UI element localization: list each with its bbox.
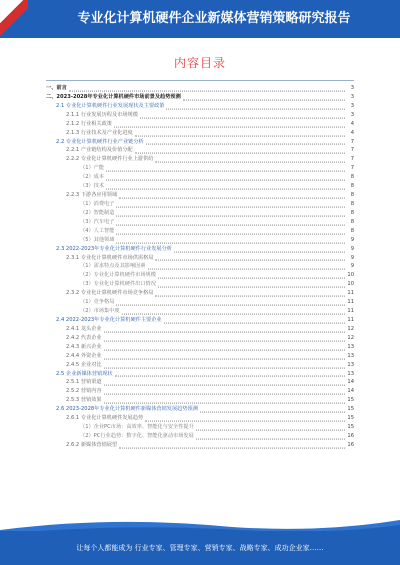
toc-page-number: 9: [350, 263, 354, 270]
table-of-contents: [46, 84, 354, 450]
toc-entry-text: 2.5.3 营销效果: [66, 397, 102, 404]
toc-entry-text: 2.2 专业化计算机硬件行业产业链分析: [56, 138, 144, 145]
toc-entry-text: 2.4.4 外资企业: [66, 352, 102, 359]
toc-entry-text: （2）成本: [80, 174, 105, 181]
toc-entry-text: 2.4.3 新兴企业: [66, 343, 102, 350]
toc-entry-text: （2）市场集中度: [80, 308, 120, 315]
toc-page-number: 7: [350, 165, 354, 172]
document-title: 专业化计算机硬件企业新媒体营销策略研究报告: [77, 11, 351, 26]
toc-entry-text: 2.1.3 行业技术及产业化进度: [66, 129, 133, 136]
toc-entry-text: 2.3.1 专业化计算机硬件市场供需格局: [66, 254, 154, 261]
toc-page-number: 16: [347, 432, 354, 439]
toc-entry-text: （3）技术: [80, 183, 105, 190]
toc-page-number: 12: [347, 325, 354, 332]
toc-page-number: 7: [350, 138, 354, 145]
toc-entry-text: 2.2.2 专业化计算机硬件行业上游供给: [66, 156, 154, 163]
toc-entry-text: 2.1.2 行业相关政策: [66, 120, 112, 127]
footer-slogan: 让每个人都能成为 行业专家、管理专家、营销专家、战略专家、成功企业家……: [76, 544, 324, 552]
toc-page-number: 14: [347, 379, 354, 386]
toc-entry-text: 2.6.2 新媒体营销展望: [66, 441, 118, 448]
toc-entry-text: （2）PC行业趋势：数字化、智能化驱动市场发展: [80, 432, 194, 439]
toc-entry-text: （2）智能制造: [80, 209, 115, 216]
toc-entry-text: （3）专业化计算机硬件出口情况: [80, 281, 156, 288]
toc-entry-text: （1）消费电子: [80, 200, 115, 207]
toc-page-number: 12: [347, 334, 354, 341]
toc-page-number: 3: [350, 93, 354, 100]
toc-page-number: 7: [350, 147, 354, 154]
toc-page-number: 8: [350, 227, 354, 234]
toc-entry-text: 2.6 2023-2028年专业化计算机硬件新媒体营销发展趋势预测: [56, 406, 198, 413]
toc-entry-text: 2.2.1 产业链结构及价值分配: [66, 147, 133, 154]
toc-entry-text: （1）企业PC市场：高效率、智能化与安全性提升: [80, 424, 194, 431]
toc-page-number: 15: [347, 424, 354, 431]
toc-page-number: 3: [350, 85, 354, 91]
toc-page-number: 10: [347, 281, 354, 288]
toc-entry-text: 2.4 2022-2023年专业化计算机硬件主要企业: [56, 316, 162, 323]
toc-page-number: 13: [347, 361, 354, 368]
toc-entry-text: 2.3 2022-2023年专业化计算机硬件行业发展分析: [56, 245, 172, 252]
toc-entry-text: （4）人工智能: [80, 227, 115, 234]
toc-page-number: 8: [350, 174, 354, 181]
toc-entry-text: （1）需求特点及其影响因素: [80, 263, 146, 270]
toc-entry-text: 2.1.1 行业发展历程及市场规模: [66, 111, 138, 118]
toc-leader-dots: [119, 438, 345, 448]
toc-heading: 内容目录: [173, 56, 226, 70]
toc-page-number: 4: [350, 120, 354, 127]
toc-entry-text: （2）专业化计算机硬件市场规模: [80, 272, 156, 279]
toc-page-number: 13: [347, 352, 354, 359]
toc-entry-text: （1）竞争格局: [80, 299, 115, 306]
toc-page-number: 8: [350, 192, 354, 199]
toc-page-number: 15: [347, 397, 354, 404]
toc-entry-text: 2.5.1 营销渠道: [66, 379, 102, 386]
toc-entry-text: 2.6.1 专业化计算机硬件发展趋势: [66, 415, 144, 422]
toc-page-number: 8: [350, 183, 354, 190]
toc-page-number: 11: [347, 290, 354, 297]
toc-entry-text: （3）汽车电子: [80, 218, 115, 225]
toc-entry-text: 2.5.2 营销内容: [66, 388, 102, 395]
header-decoration: [0, 0, 28, 38]
toc-entry-text: 2.2.3 下游各应用领域: [66, 192, 118, 199]
toc-entry-text: 二、2023-2028年专业化计算机硬件市场前景及趋势预测: [46, 93, 181, 100]
toc-page-number: 16: [347, 441, 354, 448]
toc-entry-text: 2.1 专业化计算机硬件行业发展现状及主要政策: [56, 102, 165, 109]
header-bar: [0, 0, 400, 38]
toc-entry-text: 2.5 企业新媒体营销现状: [56, 370, 113, 377]
toc-page-number: 8: [350, 218, 354, 225]
toc-page-number: 8: [350, 209, 354, 216]
toc-page-number: 10: [347, 272, 354, 279]
toc-page-number: 14: [347, 388, 354, 395]
toc-page-number: 11: [347, 308, 354, 315]
toc-entry-text: 一、前言: [46, 85, 67, 91]
toc-page-number: 9: [350, 236, 354, 243]
toc-page-number: 7: [350, 156, 354, 163]
toc-entry[interactable]: [46, 441, 354, 450]
toc-entry-text: 2.4.1 龙头企业: [66, 325, 102, 332]
toc-page-number: 11: [347, 316, 354, 323]
toc-page-number: 15: [347, 415, 354, 422]
toc-page-number: 15: [347, 406, 354, 413]
toc-page-number: 13: [347, 370, 354, 377]
toc-page-number: 3: [350, 111, 354, 118]
toc-entry-text: 2.4.2 代表企业: [66, 334, 102, 341]
toc-entry-text: （1）产能: [80, 165, 105, 172]
toc-page-number: 9: [350, 245, 354, 252]
toc-page-number: 4: [350, 129, 354, 136]
toc-entry-text: 2.4.5 企业对比: [66, 361, 102, 368]
toc-page-number: 13: [347, 343, 354, 350]
toc-entry-text: （5）其他领域: [80, 236, 115, 243]
toc-entry-text: 2.3.2 专业化计算机硬件市场竞争格局: [66, 290, 154, 297]
toc-page-number: 9: [350, 254, 354, 261]
toc-page-number: 11: [347, 299, 354, 306]
toc-page-number: 8: [350, 200, 354, 207]
toc-page-number: 3: [350, 102, 354, 109]
